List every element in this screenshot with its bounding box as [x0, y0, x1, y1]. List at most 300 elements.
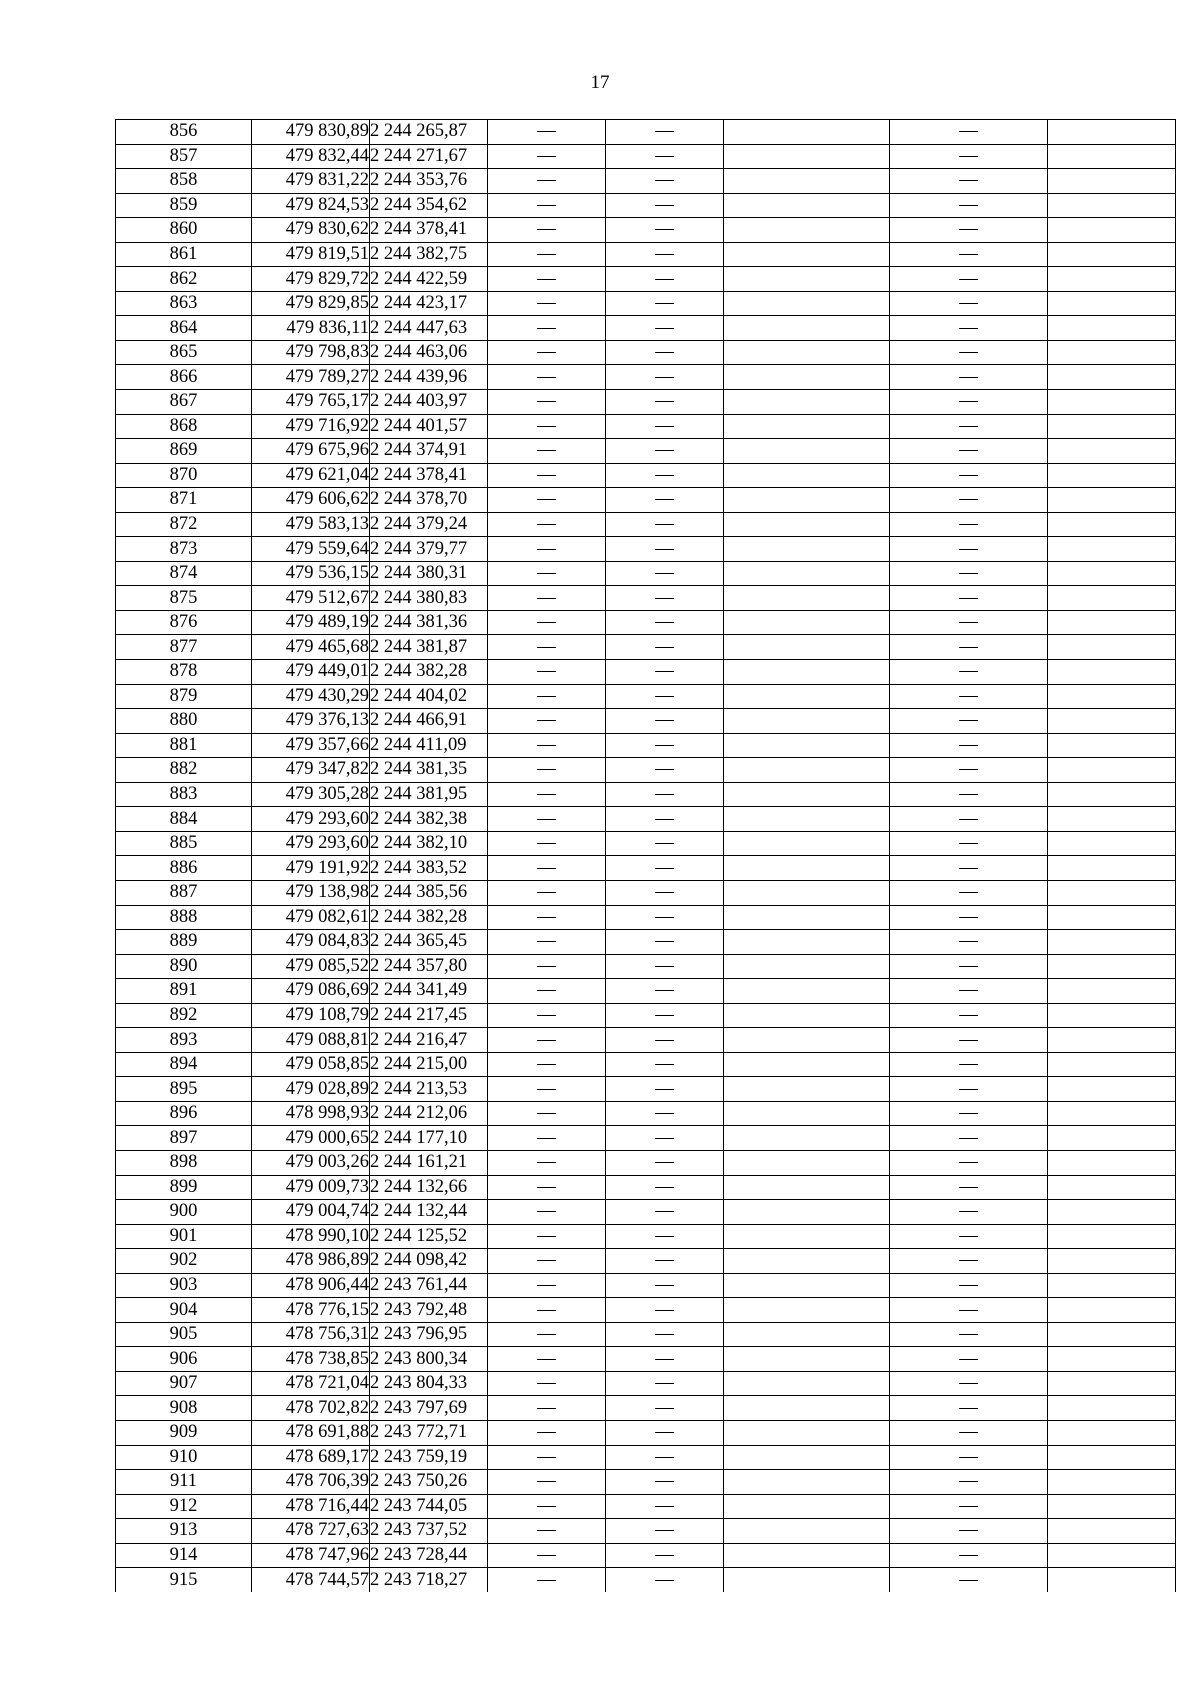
empty-cell — [724, 316, 890, 341]
empty-cell — [1048, 758, 1176, 783]
empty-cell — [1048, 193, 1176, 218]
dash-cell: — — [890, 1175, 1048, 1200]
table-row — [116, 1200, 1176, 1225]
table-row — [116, 1543, 1176, 1568]
point-number-cell: 910 — [116, 1445, 252, 1470]
x-coordinate-cell: 479 009,73 — [252, 1175, 370, 1200]
y-coordinate-cell: 2 244 098,42 — [370, 1249, 488, 1274]
dash-cell: — — [606, 758, 724, 783]
point-number-cell: 888 — [116, 905, 252, 930]
dash-cell: — — [890, 390, 1048, 415]
table-row — [116, 733, 1176, 758]
empty-cell — [724, 1371, 890, 1396]
y-coordinate-cell: 2 244 382,28 — [370, 660, 488, 685]
y-coordinate-cell: 2 244 374,91 — [370, 439, 488, 464]
point-number-cell: 871 — [116, 488, 252, 513]
x-coordinate-cell: 479 003,26 — [252, 1150, 370, 1175]
dash-cell: — — [606, 1445, 724, 1470]
table-row — [116, 242, 1176, 267]
dash-cell: — — [890, 316, 1048, 341]
table-row — [116, 660, 1176, 685]
y-coordinate-cell: 2 243 792,48 — [370, 1298, 488, 1323]
empty-cell — [724, 1249, 890, 1274]
coordinates-table — [115, 119, 1176, 1592]
x-coordinate-cell: 479 465,68 — [252, 635, 370, 660]
x-coordinate-cell: 478 776,15 — [252, 1298, 370, 1323]
table-row — [116, 488, 1176, 513]
empty-cell — [1048, 242, 1176, 267]
point-number-cell: 912 — [116, 1494, 252, 1519]
dash-cell: — — [890, 439, 1048, 464]
table-row — [116, 979, 1176, 1004]
dash-cell: — — [890, 463, 1048, 488]
dash-cell: — — [488, 1224, 606, 1249]
table-row — [116, 635, 1176, 660]
dash-cell: — — [890, 1249, 1048, 1274]
empty-cell — [1048, 684, 1176, 709]
empty-cell — [724, 1298, 890, 1323]
y-coordinate-cell: 2 244 217,45 — [370, 1003, 488, 1028]
table-row — [116, 561, 1176, 586]
table-row — [116, 1101, 1176, 1126]
y-coordinate-cell: 2 243 804,33 — [370, 1371, 488, 1396]
empty-cell — [724, 1470, 890, 1495]
dash-cell: — — [606, 1519, 724, 1544]
empty-cell — [724, 193, 890, 218]
empty-cell — [1048, 856, 1176, 881]
point-number-cell: 872 — [116, 512, 252, 537]
point-number-cell: 901 — [116, 1224, 252, 1249]
dash-cell: — — [488, 1003, 606, 1028]
point-number-cell: 903 — [116, 1273, 252, 1298]
dash-cell: — — [488, 758, 606, 783]
dash-cell: — — [890, 1298, 1048, 1323]
table-row — [116, 880, 1176, 905]
dash-cell: — — [606, 561, 724, 586]
dash-cell: — — [488, 390, 606, 415]
empty-cell — [1048, 782, 1176, 807]
x-coordinate-cell: 479 088,81 — [252, 1028, 370, 1053]
table-row — [116, 1028, 1176, 1053]
y-coordinate-cell: 2 244 423,17 — [370, 291, 488, 316]
point-number-cell: 909 — [116, 1420, 252, 1445]
empty-cell — [724, 439, 890, 464]
dash-cell: — — [606, 463, 724, 488]
y-coordinate-cell: 2 243 744,05 — [370, 1494, 488, 1519]
table-row — [116, 512, 1176, 537]
empty-cell — [1048, 218, 1176, 243]
dash-cell: — — [890, 610, 1048, 635]
point-number-cell: 880 — [116, 709, 252, 734]
empty-cell — [1048, 316, 1176, 341]
dash-cell: — — [606, 1371, 724, 1396]
empty-cell — [1048, 1445, 1176, 1470]
table-row — [116, 954, 1176, 979]
y-coordinate-cell: 2 244 341,49 — [370, 979, 488, 1004]
dash-cell: — — [488, 733, 606, 758]
dash-cell: — — [488, 1322, 606, 1347]
y-coordinate-cell: 2 244 466,91 — [370, 709, 488, 734]
dash-cell: — — [606, 1543, 724, 1568]
dash-cell: — — [890, 1568, 1048, 1592]
dash-cell: — — [488, 365, 606, 390]
dash-cell: — — [890, 979, 1048, 1004]
empty-cell — [1048, 1470, 1176, 1495]
dash-cell: — — [488, 635, 606, 660]
empty-cell — [1048, 1077, 1176, 1102]
dash-cell: — — [606, 979, 724, 1004]
y-coordinate-cell: 2 244 380,31 — [370, 561, 488, 586]
table-row — [116, 1371, 1176, 1396]
y-coordinate-cell: 2 244 404,02 — [370, 684, 488, 709]
dash-cell: — — [606, 242, 724, 267]
y-coordinate-cell: 2 244 382,38 — [370, 807, 488, 832]
y-coordinate-cell: 2 244 161,21 — [370, 1150, 488, 1175]
dash-cell: — — [488, 1519, 606, 1544]
dash-cell: — — [890, 218, 1048, 243]
dash-cell: — — [606, 1003, 724, 1028]
y-coordinate-cell: 2 244 382,10 — [370, 831, 488, 856]
empty-cell — [724, 1568, 890, 1592]
dash-cell: — — [606, 1273, 724, 1298]
dash-cell: — — [606, 1298, 724, 1323]
dash-cell: — — [488, 1396, 606, 1421]
y-coordinate-cell: 2 244 380,83 — [370, 586, 488, 611]
empty-cell — [1048, 660, 1176, 685]
empty-cell — [1048, 488, 1176, 513]
empty-cell — [1048, 979, 1176, 1004]
table-row — [116, 831, 1176, 856]
dash-cell: — — [488, 218, 606, 243]
dash-cell: — — [488, 782, 606, 807]
point-number-cell: 859 — [116, 193, 252, 218]
point-number-cell: 895 — [116, 1077, 252, 1102]
dash-cell: — — [488, 414, 606, 439]
dash-cell: — — [488, 1028, 606, 1053]
dash-cell: — — [488, 709, 606, 734]
dash-cell: — — [890, 1420, 1048, 1445]
point-number-cell: 889 — [116, 930, 252, 955]
dash-cell: — — [488, 1101, 606, 1126]
y-coordinate-cell: 2 243 797,69 — [370, 1396, 488, 1421]
table-row — [116, 905, 1176, 930]
empty-cell — [1048, 1126, 1176, 1151]
dash-cell: — — [488, 291, 606, 316]
empty-cell — [1048, 1298, 1176, 1323]
dash-cell: — — [890, 512, 1048, 537]
empty-cell — [724, 856, 890, 881]
x-coordinate-cell: 478 721,04 — [252, 1371, 370, 1396]
x-coordinate-cell: 479 832,44 — [252, 144, 370, 169]
dash-cell: — — [890, 1322, 1048, 1347]
point-number-cell: 894 — [116, 1052, 252, 1077]
table-row — [116, 1298, 1176, 1323]
empty-cell — [724, 1028, 890, 1053]
dash-cell: — — [606, 267, 724, 292]
x-coordinate-cell: 479 084,83 — [252, 930, 370, 955]
x-coordinate-cell: 479 108,79 — [252, 1003, 370, 1028]
y-coordinate-cell: 2 244 365,45 — [370, 930, 488, 955]
dash-cell: — — [606, 1126, 724, 1151]
empty-cell — [724, 1273, 890, 1298]
dash-cell: — — [890, 758, 1048, 783]
dash-cell: — — [488, 439, 606, 464]
y-coordinate-cell: 2 243 796,95 — [370, 1322, 488, 1347]
x-coordinate-cell: 478 689,17 — [252, 1445, 370, 1470]
dash-cell: — — [606, 1470, 724, 1495]
dash-cell: — — [606, 1494, 724, 1519]
dash-cell: — — [488, 660, 606, 685]
dash-cell: — — [890, 291, 1048, 316]
x-coordinate-cell: 478 756,31 — [252, 1322, 370, 1347]
page-number: 17 — [590, 72, 610, 93]
table-row — [116, 758, 1176, 783]
dash-cell: — — [606, 856, 724, 881]
point-number-cell: 862 — [116, 267, 252, 292]
dash-cell: — — [890, 1028, 1048, 1053]
empty-cell — [1048, 537, 1176, 562]
empty-cell — [724, 291, 890, 316]
dash-cell: — — [890, 1101, 1048, 1126]
point-number-cell: 886 — [116, 856, 252, 881]
point-number-cell: 870 — [116, 463, 252, 488]
y-coordinate-cell: 2 244 447,63 — [370, 316, 488, 341]
empty-cell — [724, 930, 890, 955]
table-row — [116, 537, 1176, 562]
table-row — [116, 856, 1176, 881]
empty-cell — [724, 1200, 890, 1225]
dash-cell: — — [606, 291, 724, 316]
empty-cell — [1048, 1224, 1176, 1249]
empty-cell — [724, 684, 890, 709]
empty-cell — [724, 169, 890, 194]
dash-cell: — — [488, 586, 606, 611]
dash-cell: — — [606, 340, 724, 365]
y-coordinate-cell: 2 244 439,96 — [370, 365, 488, 390]
y-coordinate-cell: 2 244 401,57 — [370, 414, 488, 439]
dash-cell: — — [606, 586, 724, 611]
dash-cell: — — [890, 733, 1048, 758]
dash-cell: — — [890, 1003, 1048, 1028]
y-coordinate-cell: 2 244 463,06 — [370, 340, 488, 365]
empty-cell — [1048, 439, 1176, 464]
empty-cell — [724, 1519, 890, 1544]
empty-cell — [724, 390, 890, 415]
dash-cell: — — [890, 365, 1048, 390]
x-coordinate-cell: 479 085,52 — [252, 954, 370, 979]
y-coordinate-cell: 2 244 379,77 — [370, 537, 488, 562]
table-row — [116, 610, 1176, 635]
point-number-cell: 902 — [116, 1249, 252, 1274]
empty-cell — [724, 488, 890, 513]
y-coordinate-cell: 2 243 772,71 — [370, 1420, 488, 1445]
dash-cell: — — [488, 807, 606, 832]
table-row — [116, 1052, 1176, 1077]
dash-cell: — — [606, 1028, 724, 1053]
dash-cell: — — [488, 1150, 606, 1175]
empty-cell — [724, 979, 890, 1004]
empty-cell — [1048, 561, 1176, 586]
empty-cell — [1048, 610, 1176, 635]
point-number-cell: 878 — [116, 660, 252, 685]
x-coordinate-cell: 479 305,28 — [252, 782, 370, 807]
empty-cell — [724, 758, 890, 783]
dash-cell: — — [890, 414, 1048, 439]
y-coordinate-cell: 2 244 353,76 — [370, 169, 488, 194]
empty-cell — [724, 120, 890, 145]
dash-cell: — — [890, 880, 1048, 905]
x-coordinate-cell: 478 990,10 — [252, 1224, 370, 1249]
x-coordinate-cell: 479 376,13 — [252, 709, 370, 734]
dash-cell: — — [488, 930, 606, 955]
dash-cell: — — [890, 561, 1048, 586]
table-row — [116, 316, 1176, 341]
table-row — [116, 1445, 1176, 1470]
table-row — [116, 586, 1176, 611]
x-coordinate-cell: 479 082,61 — [252, 905, 370, 930]
dash-cell: — — [606, 1175, 724, 1200]
table-row — [116, 782, 1176, 807]
empty-cell — [724, 144, 890, 169]
coordinates-table-body — [116, 120, 1176, 1592]
dash-cell: — — [606, 316, 724, 341]
point-number-cell: 915 — [116, 1568, 252, 1592]
table-row — [116, 1420, 1176, 1445]
point-number-cell: 873 — [116, 537, 252, 562]
y-coordinate-cell: 2 243 737,52 — [370, 1519, 488, 1544]
x-coordinate-cell: 479 138,98 — [252, 880, 370, 905]
dash-cell: — — [488, 1200, 606, 1225]
table-row — [116, 218, 1176, 243]
point-number-cell: 856 — [116, 120, 252, 145]
empty-cell — [724, 1543, 890, 1568]
x-coordinate-cell: 479 831,22 — [252, 169, 370, 194]
dash-cell: — — [890, 1494, 1048, 1519]
empty-cell — [1048, 1101, 1176, 1126]
dash-cell: — — [488, 1077, 606, 1102]
empty-cell — [1048, 586, 1176, 611]
empty-cell — [724, 1175, 890, 1200]
dash-cell: — — [890, 193, 1048, 218]
table-row — [116, 930, 1176, 955]
dash-cell: — — [606, 733, 724, 758]
dash-cell: — — [488, 144, 606, 169]
dash-cell: — — [606, 1249, 724, 1274]
dash-cell: — — [890, 684, 1048, 709]
empty-cell — [1048, 120, 1176, 145]
point-number-cell: 868 — [116, 414, 252, 439]
table-row — [116, 684, 1176, 709]
point-number-cell: 865 — [116, 340, 252, 365]
table-row — [116, 1126, 1176, 1151]
point-number-cell: 908 — [116, 1396, 252, 1421]
point-number-cell: 907 — [116, 1371, 252, 1396]
dash-cell: — — [606, 660, 724, 685]
empty-cell — [1048, 880, 1176, 905]
dash-cell: — — [890, 1052, 1048, 1077]
dash-cell: — — [606, 782, 724, 807]
dash-cell: — — [890, 782, 1048, 807]
y-coordinate-cell: 2 244 378,70 — [370, 488, 488, 513]
point-number-cell: 884 — [116, 807, 252, 832]
empty-cell — [724, 561, 890, 586]
table-row — [116, 1396, 1176, 1421]
dash-cell: — — [488, 1175, 606, 1200]
dash-cell: — — [488, 856, 606, 881]
y-coordinate-cell: 2 244 357,80 — [370, 954, 488, 979]
y-coordinate-cell: 2 244 411,09 — [370, 733, 488, 758]
x-coordinate-cell: 479 765,17 — [252, 390, 370, 415]
empty-cell — [1048, 1052, 1176, 1077]
y-coordinate-cell: 2 244 385,56 — [370, 880, 488, 905]
point-number-cell: 904 — [116, 1298, 252, 1323]
empty-cell — [724, 954, 890, 979]
dash-cell: — — [890, 1470, 1048, 1495]
empty-cell — [724, 1150, 890, 1175]
y-coordinate-cell: 2 244 265,87 — [370, 120, 488, 145]
dash-cell: — — [488, 1420, 606, 1445]
x-coordinate-cell: 479 004,74 — [252, 1200, 370, 1225]
dash-cell: — — [606, 954, 724, 979]
empty-cell — [1048, 1003, 1176, 1028]
dash-cell: — — [488, 1273, 606, 1298]
empty-cell — [1048, 1175, 1176, 1200]
dash-cell: — — [890, 1396, 1048, 1421]
dash-cell: — — [488, 463, 606, 488]
x-coordinate-cell: 479 819,51 — [252, 242, 370, 267]
dash-cell: — — [606, 144, 724, 169]
dash-cell: — — [890, 586, 1048, 611]
x-coordinate-cell: 478 691,88 — [252, 1420, 370, 1445]
empty-cell — [1048, 340, 1176, 365]
point-number-cell: 867 — [116, 390, 252, 415]
empty-cell — [724, 831, 890, 856]
x-coordinate-cell: 479 789,27 — [252, 365, 370, 390]
y-coordinate-cell: 2 244 215,00 — [370, 1052, 488, 1077]
empty-cell — [724, 1003, 890, 1028]
dash-cell: — — [488, 1445, 606, 1470]
dash-cell: — — [606, 1150, 724, 1175]
dash-cell: — — [488, 267, 606, 292]
dash-cell: — — [488, 1494, 606, 1519]
dash-cell: — — [890, 807, 1048, 832]
y-coordinate-cell: 2 244 403,97 — [370, 390, 488, 415]
x-coordinate-cell: 479 058,85 — [252, 1052, 370, 1077]
empty-cell — [1048, 463, 1176, 488]
dash-cell: — — [488, 512, 606, 537]
point-number-cell: 879 — [116, 684, 252, 709]
table-row — [116, 439, 1176, 464]
table-row — [116, 463, 1176, 488]
x-coordinate-cell: 478 727,63 — [252, 1519, 370, 1544]
dash-cell: — — [488, 488, 606, 513]
point-number-cell: 890 — [116, 954, 252, 979]
dash-cell: — — [488, 1568, 606, 1592]
table-row — [116, 291, 1176, 316]
dash-cell: — — [606, 831, 724, 856]
dash-cell: — — [606, 390, 724, 415]
x-coordinate-cell: 479 829,72 — [252, 267, 370, 292]
empty-cell — [1048, 512, 1176, 537]
x-coordinate-cell: 478 706,39 — [252, 1470, 370, 1495]
empty-cell — [1048, 930, 1176, 955]
dash-cell: — — [606, 218, 724, 243]
dash-cell: — — [890, 856, 1048, 881]
dash-cell: — — [890, 1077, 1048, 1102]
dash-cell: — — [488, 979, 606, 1004]
point-number-cell: 893 — [116, 1028, 252, 1053]
dash-cell: — — [488, 1347, 606, 1372]
